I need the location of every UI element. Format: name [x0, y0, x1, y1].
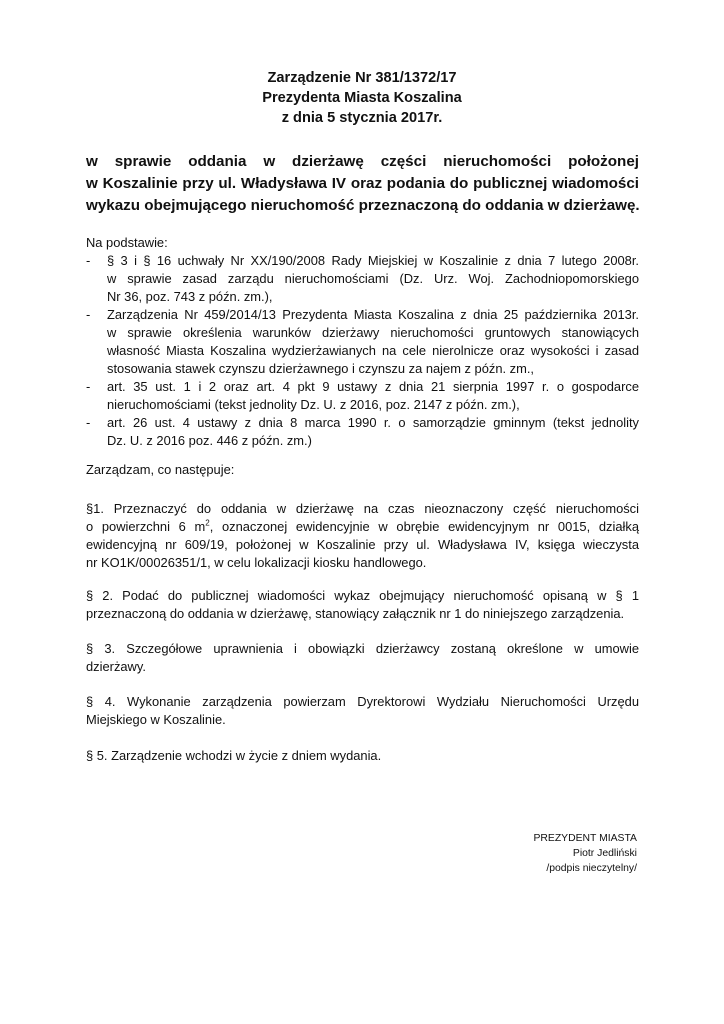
legal-basis-line: art. 35 ust. 1 i 2 oraz art. 4 pkt 9 ustawy z dnia 21 sierpnia 1997 r. o gospodarce [107, 379, 639, 394]
paragraph-line [86, 518, 639, 536]
order-intro-text: Zarządzam, co następuje: [86, 462, 235, 477]
signature-name: Piotr Jedliński [572, 848, 637, 859]
text-fragment: o powierzchni 6 m [86, 519, 206, 534]
legal-basis-line: art. 26 ust. 4 ustawy z dnia 8 marca 1990 r. o samorządzie gminnym (tekst jednolity [107, 415, 639, 430]
legal-basis [86, 234, 639, 450]
document-subject [86, 151, 639, 217]
paragraph-line: § 4. Wykonanie zarządzenia powierzam Dyrektorowi Wydziału Nieruchomości Urzędu [86, 694, 639, 709]
paragraph-3 [86, 640, 639, 676]
paragraph-2 [86, 587, 639, 623]
list-dash: - [86, 379, 91, 394]
legal-basis-line: stosowania stawek czynszu dzierżawnego i czynszu za najem z późn. zm., [107, 361, 535, 376]
text-fragment: , oznaczonej ewidencyjnie w obrębie ewidencyjnym nr 0015, działką [209, 519, 640, 534]
order-intro [86, 461, 639, 479]
list-dash: - [86, 253, 91, 268]
superscript: 2 [205, 518, 210, 528]
subject-line: wykazu obejmującego nieruchomość przeznaczoną do oddania w dzierżawę. [86, 197, 640, 214]
paragraph-line: §1. Przeznaczyć do oddania w dzierżawę na czas nieoznaczony część nieruchomości [86, 501, 639, 516]
paragraph-line: przeznaczoną do oddania w dzierżawę, stanowiący załącznik nr 1 do niniejszego zarządzenia. [86, 606, 625, 621]
list-dash: - [86, 415, 91, 430]
paragraph-line: § 2. Podać do publicznej wiadomości wykaz obejmujący nieruchomość opisaną w § 1 [86, 588, 639, 603]
legal-basis-line: nieruchomościami (tekst jednolity Dz. U. z 2016, poz. 2147 z późn. zm.), [107, 397, 520, 412]
legal-basis-line: Nr 36, poz. 743 z późn. zm.), [107, 289, 273, 304]
paragraph-line: Miejskiego w Koszalinie. [86, 712, 226, 727]
document-header [0, 68, 724, 128]
paragraph-line: ewidencyjną nr 609/19, położonej w Koszalinie przy ul. Władysława IV, księga wieczysta [86, 537, 639, 552]
subject-line: w sprawie oddania w dzierżawę części nieruchomości położonej [86, 153, 639, 170]
legal-basis-item [86, 378, 639, 414]
legal-basis-item [86, 414, 639, 450]
signature-note: /podpis nieczytelny/ [546, 863, 637, 874]
signature-block [533, 831, 637, 876]
legal-basis-line: w sprawie zasad zarządu nieruchomościami (Dz. Urz. Woj. Zachodniopomorskiego [107, 271, 639, 286]
paragraph-line: nr KO1K/00026351/1, w celu lokalizacji kiosku handlowego. [86, 555, 427, 570]
issuer: Prezydenta Miasta Koszalina [262, 90, 462, 106]
paragraph-line: dzierżawy. [86, 659, 146, 674]
legal-basis-intro: Na podstawie: [86, 235, 168, 250]
order-number: Zarządzenie Nr 381/1372/17 [267, 70, 457, 86]
legal-basis-line: Zarządzenia Nr 459/2014/13 Prezydenta Miasta Koszalina z dnia 25 października 2013r. [107, 307, 639, 322]
subject-line: w Koszalinie przy ul. Władysława IV oraz podania do publicznej wiadomości [86, 175, 639, 192]
legal-basis-item [86, 252, 639, 306]
paragraph-4 [86, 693, 639, 729]
legal-basis-item [86, 306, 639, 378]
legal-basis-line: § 3 i § 16 uchwały Nr XX/190/2008 Rady Miejskiej w Koszalinie z dnia 7 lutego 2008r. [107, 253, 639, 268]
paragraph-1 [86, 500, 639, 572]
paragraph-5 [86, 747, 639, 765]
legal-basis-line: własność Miasta Koszalina wydzierżawianych na cele nierolnicze oraz wysokości i zasad [107, 343, 639, 358]
signature-title: PREZYDENT MIASTA [533, 833, 637, 844]
paragraph-line: § 5. Zarządzenie wchodzi w życie z dniem wydania. [86, 748, 382, 763]
legal-basis-line: Dz. U. z 2016 poz. 446 z późn. zm.) [107, 433, 312, 448]
list-dash: - [86, 307, 91, 322]
legal-basis-line: w sprawie określenia warunków dzierżawy nieruchomości gruntowych stanowiących [107, 325, 639, 340]
paragraph-line: § 3. Szczegółowe uprawnienia i obowiązki dzierżawcy zostaną określone w umowie [86, 641, 639, 656]
order-date: z dnia 5 stycznia 2017r. [281, 110, 443, 126]
